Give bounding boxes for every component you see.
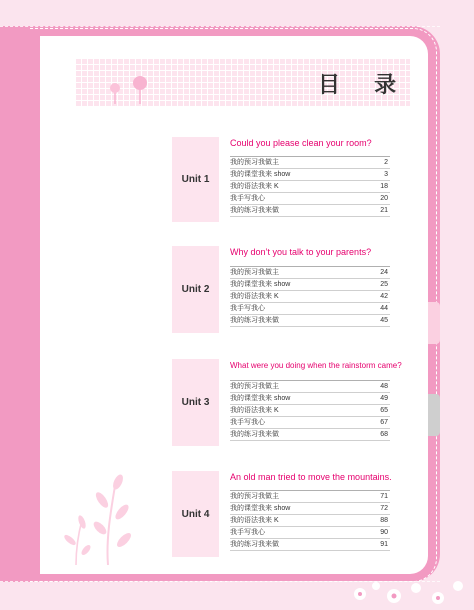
toc-row[interactable]: 我的预习我做主 71 <box>230 491 390 503</box>
cover-stitch-top <box>0 26 440 27</box>
toc-row[interactable]: 我的课堂我来 show 3 <box>230 169 390 181</box>
unit-4-label: Unit 4 <box>172 471 219 557</box>
plant-decoration-icon <box>58 470 148 565</box>
unit-3-list <box>230 380 390 441</box>
toc-row[interactable]: 我手写我心 44 <box>230 303 390 315</box>
unit-2-title[interactable]: Why don’t you talk to your parents? <box>230 247 372 257</box>
unit-2-list <box>230 266 390 327</box>
unit-4-title[interactable]: An old man tried to move the mountains. <box>230 472 392 482</box>
toc-row[interactable]: 我的课堂我来 show 72 <box>230 503 390 515</box>
toc-row[interactable]: 我的练习我来做 91 <box>230 539 390 551</box>
unit-1-list <box>230 156 390 217</box>
toc-row[interactable]: 我手写我心 20 <box>230 193 390 205</box>
page-tab-pink[interactable] <box>428 302 440 344</box>
unit-3-label: Unit 3 <box>172 359 219 446</box>
flower-decoration-icon <box>340 572 474 610</box>
page-title: 目 录 <box>318 72 411 97</box>
toc-row[interactable]: 我的练习我来做 68 <box>230 429 390 441</box>
toc-row[interactable]: 我的课堂我来 show 49 <box>230 393 390 405</box>
lollipop-icon <box>106 74 156 106</box>
toc-row[interactable]: 我的语法我来 K 18 <box>230 181 390 193</box>
toc-row[interactable]: 我手写我心 67 <box>230 417 390 429</box>
page-tab-grey[interactable] <box>428 394 440 436</box>
unit-4-list <box>230 490 390 551</box>
toc-row[interactable]: 我的练习我来做 21 <box>230 205 390 217</box>
unit-1-label: Unit 1 <box>172 137 219 222</box>
toc-row[interactable]: 我的练习我来做 45 <box>230 315 390 327</box>
toc-row[interactable]: 我手写我心 90 <box>230 527 390 539</box>
toc-row[interactable]: 我的预习我做主 48 <box>230 381 390 393</box>
toc-row[interactable]: 我的课堂我来 show 25 <box>230 279 390 291</box>
toc-row[interactable]: 我的语法我来 K 42 <box>230 291 390 303</box>
toc-row[interactable]: 我的预习我做主 24 <box>230 267 390 279</box>
toc-row[interactable]: 我的语法我来 K 88 <box>230 515 390 527</box>
unit-2-label: Unit 2 <box>172 246 219 333</box>
toc-row[interactable]: 我的语法我来 K 65 <box>230 405 390 417</box>
unit-1-title[interactable]: Could you please clean your room? <box>230 138 372 148</box>
toc-row[interactable]: 我的预习我做主 2 <box>230 157 390 169</box>
unit-3-title[interactable]: What were you doing when the rainstorm came? <box>230 361 402 370</box>
